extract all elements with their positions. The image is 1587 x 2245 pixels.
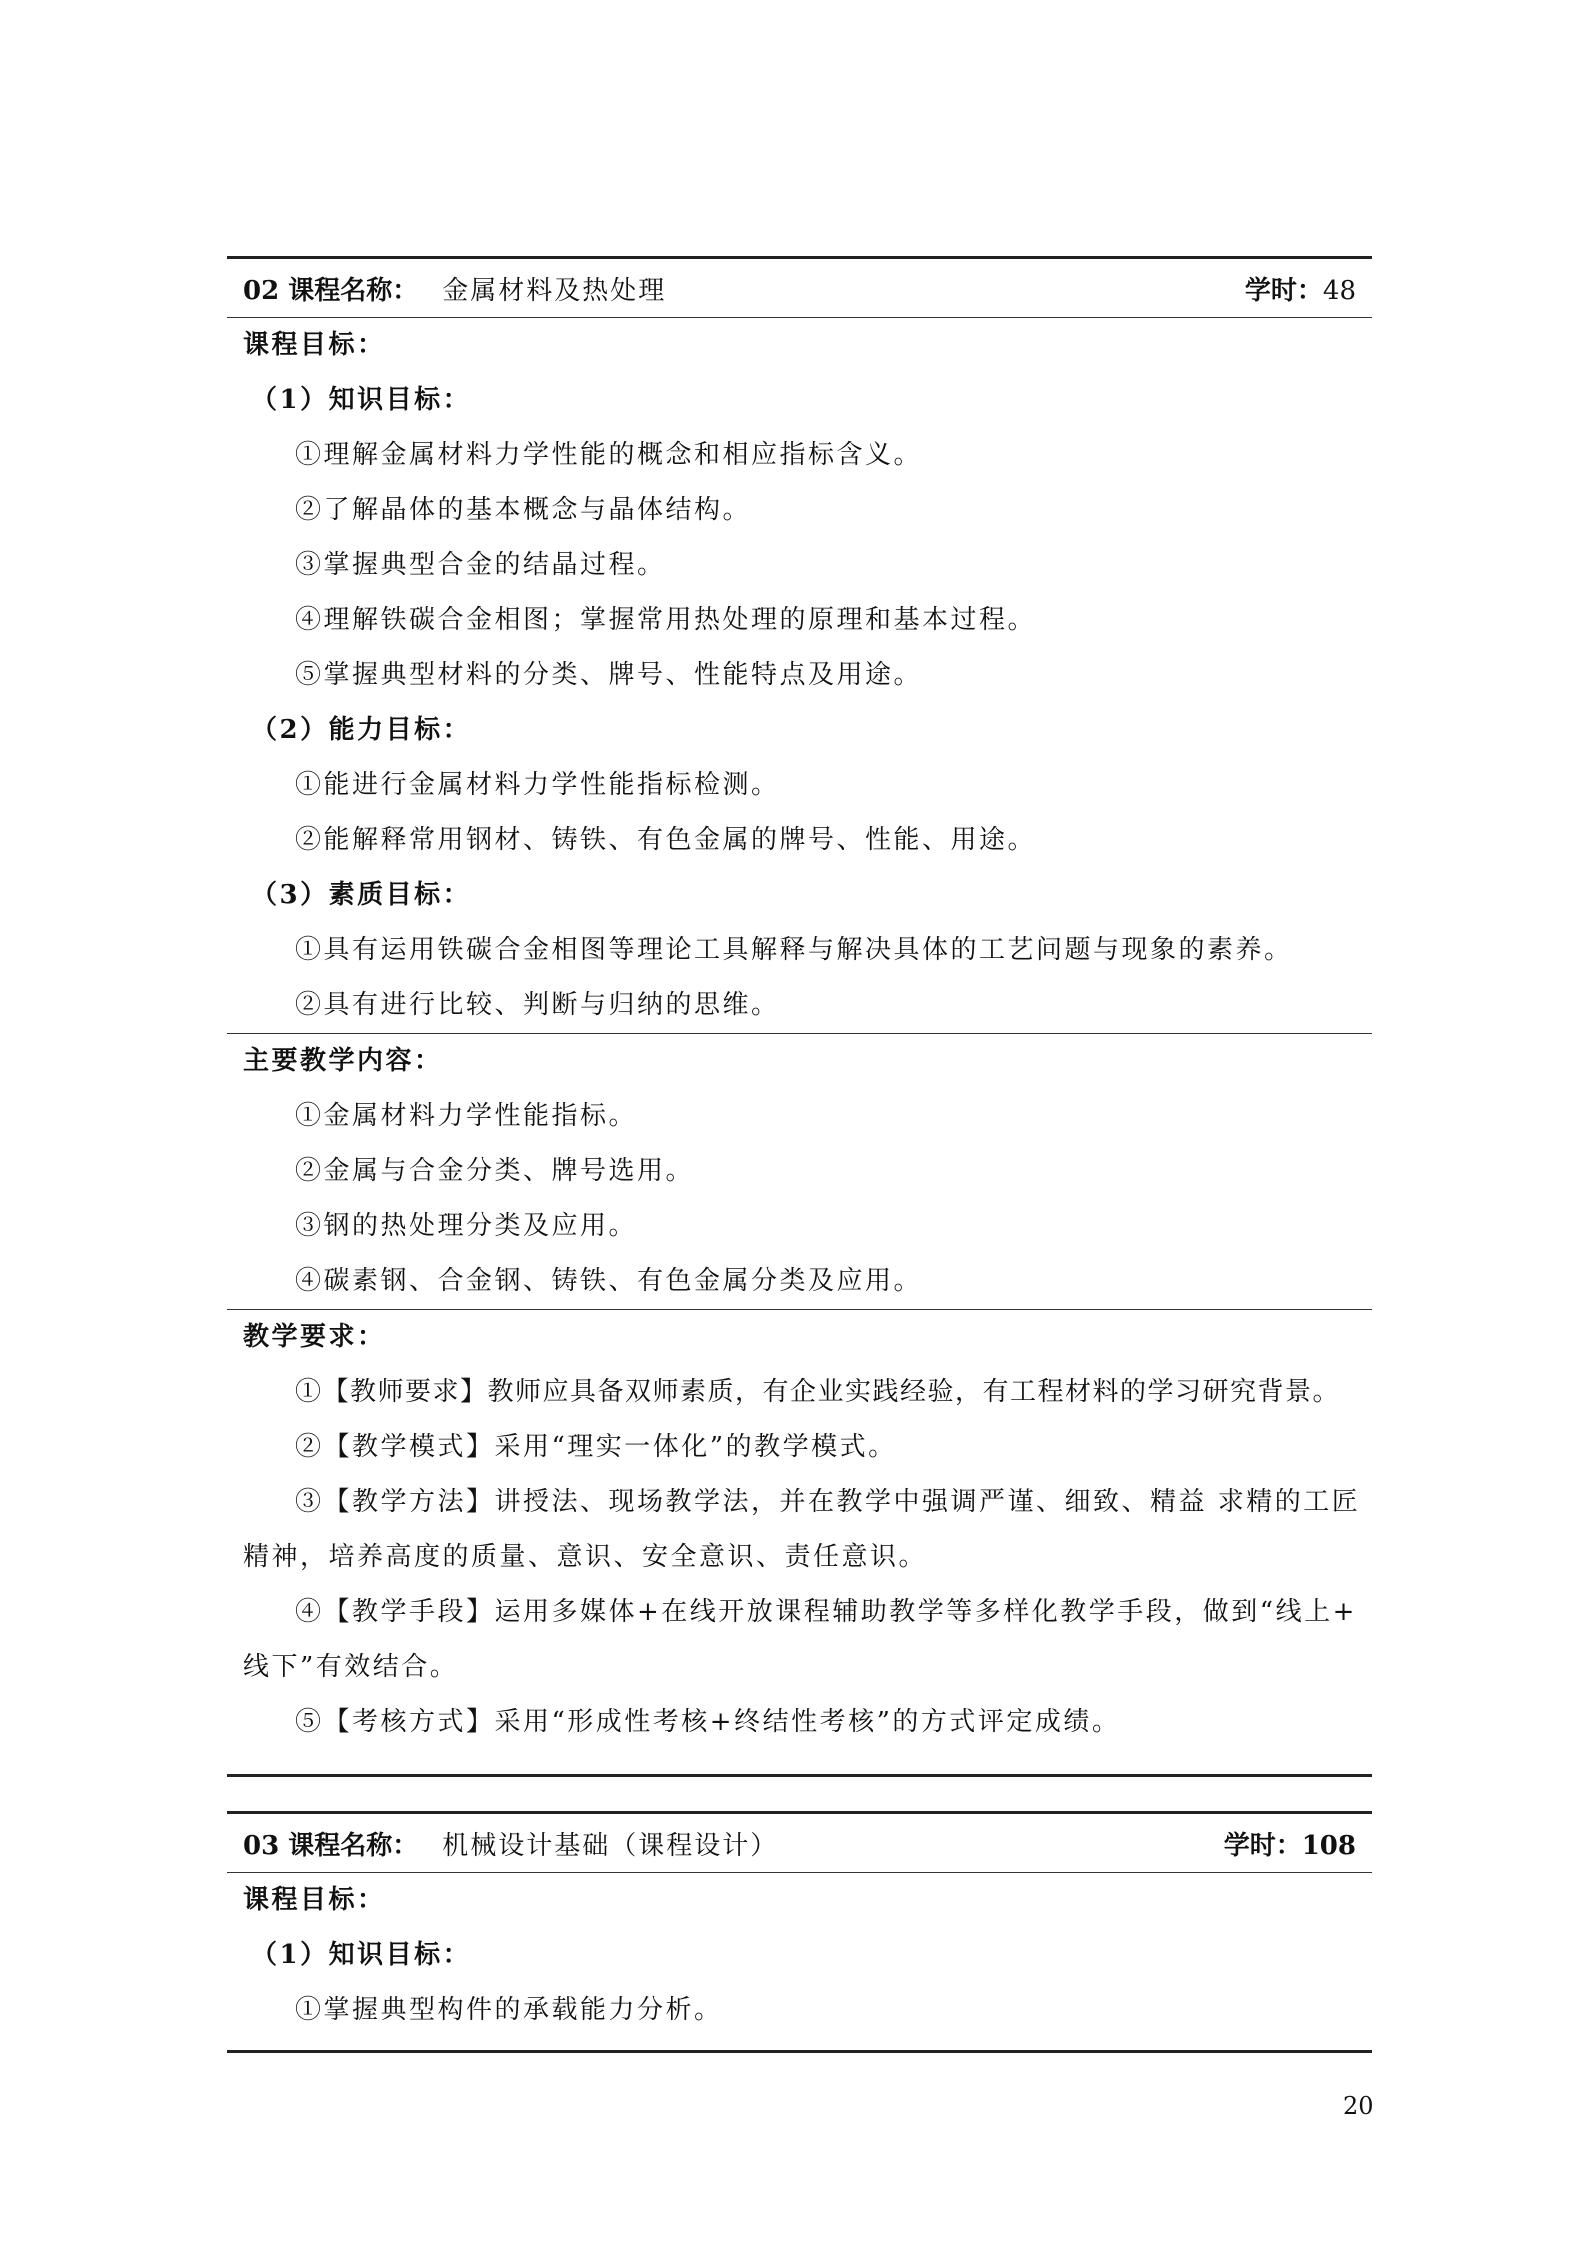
list-item: ③掌握典型合金的结晶过程。 — [295, 550, 666, 580]
quality-goals-title: （3）素质目标： — [251, 880, 472, 910]
hours-value: 48 — [1322, 275, 1356, 306]
section-title: 课程目标： — [243, 1885, 386, 1915]
requirement-item: ④【教学手段】运用多媒体+在线开放课程辅助教学等多样化教学手段，做到“线上+ — [295, 1597, 1357, 1627]
list-item: ⑤掌握典型材料的分类、牌号、性能特点及用途。 — [295, 660, 923, 690]
list-item: ①理解金属材料力学性能的概念和相应指标含义。 — [295, 440, 923, 470]
course-hours — [1245, 270, 1356, 307]
course-header — [227, 1814, 1372, 1873]
course-header — [227, 259, 1372, 318]
page-number: 20 — [1343, 2092, 1374, 2120]
course-goals-section — [227, 318, 1372, 1033]
requirement-item: ①【教师要求】教师应具备双师素质，有企业实践经验，有工程材料的学习研究背景。 — [295, 1377, 1341, 1407]
hours-label: 学时： — [1244, 275, 1323, 306]
requirement-item-continued: 精神，培养高度的质量、意识、安全意识、责任意识。 — [243, 1542, 928, 1572]
knowledge-goals-title: （1）知识目标： — [251, 1940, 472, 1970]
requirement-item-continued: 线下”有效结合。 — [243, 1652, 459, 1682]
course-hours — [1224, 1825, 1356, 1862]
course-goals-section — [227, 1873, 1372, 2050]
course-name: 机械设计基础（课程设计） — [442, 1830, 779, 1861]
list-item: ②具有进行比较、判断与归纳的思维。 — [295, 990, 780, 1020]
section-title: 教学要求： — [243, 1322, 386, 1352]
list-item: ②金属与合金分类、牌号选用。 — [295, 1156, 695, 1186]
list-item: ③钢的热处理分类及应用。 — [295, 1211, 638, 1241]
knowledge-goals-title: （1）知识目标： — [251, 385, 472, 415]
list-item: ④碳素钢、合金钢、铸铁、有色金属分类及应用。 — [295, 1266, 923, 1296]
teaching-requirements-section — [227, 1309, 1372, 1774]
requirement-item: ②【教学模式】采用“理实一体化”的教学模式。 — [295, 1432, 897, 1462]
list-item: ①能进行金属材料力学性能指标检测。 — [295, 770, 780, 800]
list-item: ②了解晶体的基本概念与晶体结构。 — [295, 495, 752, 525]
section-title: 课程目标： — [243, 330, 386, 360]
course-name-label: 02 课程名称： — [243, 275, 419, 306]
hours-label: 学时： — [1223, 1830, 1302, 1861]
list-item: ①具有运用铁碳合金相图等理论工具解释与解决具体的工艺问题与现象的素养。 — [295, 935, 1293, 965]
course-name-label: 03 课程名称： — [243, 1830, 419, 1861]
hours-value: 108 — [1301, 1830, 1356, 1861]
course-block-02 — [227, 256, 1372, 1777]
teaching-content-section — [227, 1033, 1372, 1309]
ability-goals-title: （2）能力目标： — [251, 715, 472, 745]
requirement-item: ⑤【考核方式】采用“形成性考核+终结性考核”的方式评定成绩。 — [295, 1707, 1121, 1737]
list-item: ①掌握典型构件的承载能力分析。 — [295, 1995, 723, 2025]
requirement-item: ③【教学方法】讲授法、现场教学法，并在教学中强调严谨、细致、精益 求精的工匠 — [295, 1487, 1361, 1517]
section-title: 主要教学内容： — [243, 1046, 443, 1076]
list-item: ②能解释常用钢材、铸铁、有色金属的牌号、性能、用途。 — [295, 825, 1037, 855]
list-item: ①金属材料力学性能指标。 — [295, 1101, 638, 1131]
course-name: 金属材料及热处理 — [442, 275, 667, 306]
list-item: ④理解铁碳合金相图；掌握常用热处理的原理和基本过程。 — [295, 605, 1037, 635]
course-block-03 — [227, 1811, 1372, 2053]
